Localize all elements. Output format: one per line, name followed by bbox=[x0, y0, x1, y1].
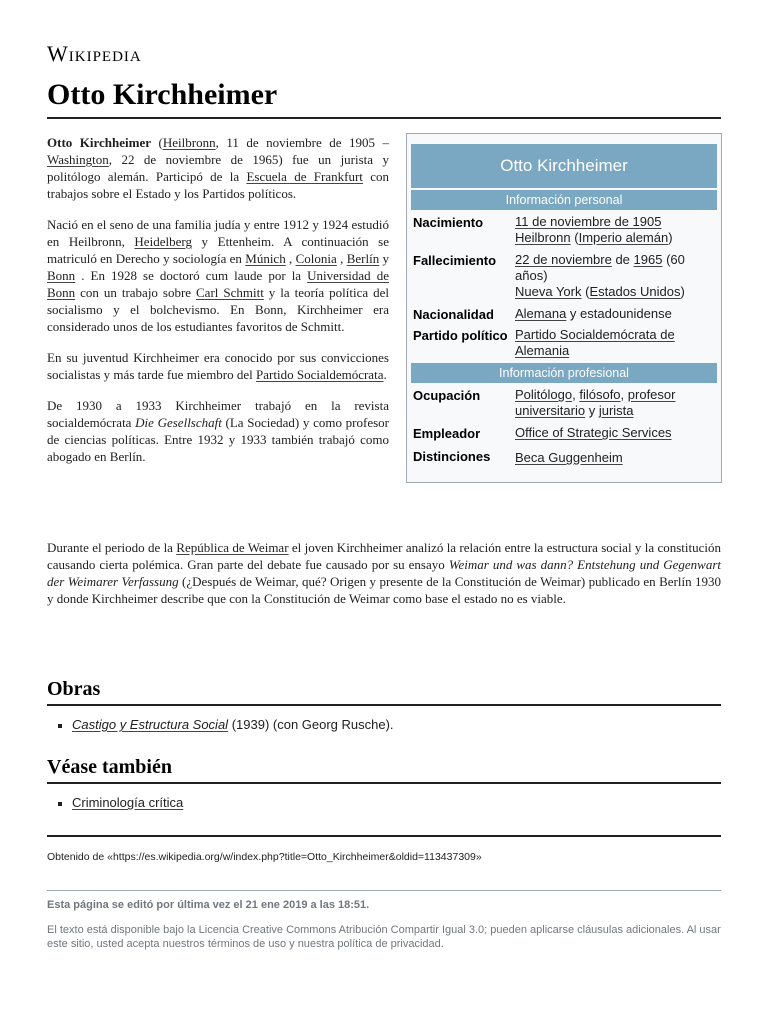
footer-divider bbox=[47, 890, 721, 891]
link-bonn[interactable]: Bonn bbox=[47, 268, 76, 283]
link-berlin[interactable]: Berlín bbox=[346, 251, 380, 266]
text: , 11 de noviembre de 1905 – bbox=[215, 135, 389, 150]
link-death-date[interactable]: 22 de noviembre bbox=[515, 252, 612, 267]
list-item bbox=[47, 795, 183, 810]
infobox-value bbox=[515, 214, 717, 246]
infobox-value bbox=[515, 425, 717, 442]
link-alemana[interactable]: Alemana bbox=[515, 306, 567, 321]
retrieved-from bbox=[47, 851, 482, 863]
link-criminologia-critica[interactable]: Criminología crítica bbox=[72, 795, 184, 810]
text: . En 1928 se doctoró cum laude por la bbox=[75, 268, 308, 283]
title-divider bbox=[47, 117, 721, 119]
infobox-row-partido bbox=[407, 327, 721, 359]
text: » bbox=[475, 851, 482, 863]
text: , bbox=[285, 251, 296, 266]
content-end-divider bbox=[47, 835, 721, 837]
infobox-label: Fallecimiento bbox=[413, 253, 497, 268]
link-washington[interactable]: Washington bbox=[47, 152, 109, 167]
text: y bbox=[379, 251, 390, 266]
vease-list bbox=[47, 795, 183, 810]
link-beca-guggenheim[interactable]: Beca Guggenheim bbox=[515, 450, 623, 465]
link-escuela-frankfurt[interactable]: Escuela de Frankfurt bbox=[246, 169, 363, 184]
infobox-value bbox=[515, 387, 717, 419]
text: Obtenido de « bbox=[47, 851, 113, 863]
link-munich[interactable]: Múnich bbox=[245, 251, 286, 266]
text: ( bbox=[151, 135, 163, 150]
text: y estadounidense bbox=[566, 306, 672, 321]
text: ) bbox=[668, 230, 673, 245]
text: (¿Después de Weimar, qué? Origen y presente de la Constitución de Weimar) publicado en Berlín 1930 y donde Kirchheimer describe que con la Constitución de Weimar como base el estado no es viable. bbox=[47, 574, 722, 606]
infobox-label: Empleador bbox=[413, 426, 481, 441]
infobox-section-personal: Información personal bbox=[411, 190, 717, 210]
text: , 22 de noviembre de 1965) fue un jurista y politólogo alemán. Participó de la bbox=[47, 152, 389, 184]
essay-title: Weimar und was dann? Entstehung und Gegenwart der Weimarer Verfassung bbox=[47, 557, 721, 589]
text: ( bbox=[581, 284, 590, 299]
text: De 1930 a 1933 Kirchheimer trabajó en la revista socialdemócrata bbox=[47, 398, 389, 430]
section-divider bbox=[47, 782, 721, 784]
infobox-value bbox=[515, 448, 717, 466]
infobox-row-ocupacion bbox=[407, 387, 721, 419]
last-edited: Esta página se editó por última vez el 21 ene 2019 a las 18:51. bbox=[47, 899, 370, 911]
link-oss[interactable]: Office of Strategic Services bbox=[515, 425, 672, 440]
text: con trabajos sobre el Estado y los Partidos políticos. bbox=[47, 169, 390, 201]
link-colonia[interactable]: Colonia bbox=[295, 251, 337, 266]
link-profesor-universitario[interactable]: profesor universitario bbox=[515, 387, 676, 418]
paragraph-3 bbox=[47, 349, 389, 383]
text: ) bbox=[680, 284, 685, 299]
text: de bbox=[611, 252, 634, 267]
wikipedia-wordmark[interactable]: Wikipedia bbox=[47, 41, 142, 66]
link-birth-place[interactable]: Heilbronn bbox=[515, 230, 571, 245]
text: , bbox=[336, 251, 347, 266]
link-universidad-bonn[interactable]: Universidad de Bonn bbox=[47, 268, 389, 300]
text: , bbox=[620, 387, 628, 402]
infobox-section-professional: Información profesional bbox=[411, 363, 717, 383]
text: con un trabajo sobre bbox=[75, 285, 197, 300]
list-item bbox=[47, 717, 394, 732]
infobox-row-distinciones bbox=[407, 448, 721, 466]
section-heading-vease: Véase también bbox=[47, 756, 172, 778]
text: Nació en el seno de una familia judía y entre 1912 y 1924 estudió en Heilbronn, bbox=[47, 217, 389, 249]
license-text: El texto está disponible bajo la Licencia Creative Commons Atribución Compartir Igual 3.0; pueden aplicarse cláusulas adicionales. Al usar este sitio, usted acepta nuestros términos de uso y nuestra política de privacidad. bbox=[47, 924, 721, 950]
infobox-row-nacimiento bbox=[407, 214, 721, 246]
infobox-label: Ocupación bbox=[413, 388, 481, 403]
paragraph-4 bbox=[47, 397, 389, 465]
page-title: Otto Kirchheimer bbox=[47, 78, 278, 111]
text: (La Sociedad) y como profesor de ciencias políticas. Entre 1932 y 1933 también trabajó como abogado en Berlín. bbox=[47, 415, 389, 464]
subject-name: Otto Kirchheimer bbox=[47, 135, 152, 150]
infobox-title: Otto Kirchheimer bbox=[411, 144, 717, 188]
link-heidelberg[interactable]: Heidelberg bbox=[134, 234, 192, 249]
infobox-label: Nacimiento bbox=[413, 215, 484, 230]
infobox-row-fallecimiento bbox=[407, 252, 721, 300]
link-carl-schmitt[interactable]: Carl Schmitt bbox=[196, 285, 264, 300]
infobox-label: Partido político bbox=[413, 328, 508, 343]
text: y Ettenheim. A continuación se matriculó en Derecho y sociología en bbox=[47, 234, 390, 266]
infobox-row-empleador bbox=[407, 425, 721, 442]
obras-list bbox=[47, 717, 394, 732]
infobox-value bbox=[515, 252, 717, 300]
infobox-label: Distinciones bbox=[413, 449, 491, 464]
paragraph-1 bbox=[47, 134, 389, 202]
text: ( bbox=[570, 230, 579, 245]
text: En su juventud Kirchheimer era conocido por sus convicciones socialistas y más tarde fue miembro del bbox=[47, 350, 389, 382]
text: , bbox=[572, 387, 580, 402]
article-intro bbox=[47, 134, 389, 479]
infobox-row-nacionalidad bbox=[407, 306, 721, 323]
section-divider bbox=[47, 704, 721, 706]
link-death-year[interactable]: 1965 bbox=[633, 252, 663, 267]
text: y la teoría política del socialismo y el bolchevismo. En Bonn, Kirchheimer era considerado unos de los estudiantes favoritos de Schmitt. bbox=[47, 285, 389, 334]
infobox-label: Nacionalidad bbox=[413, 307, 494, 322]
link-permanent-url[interactable]: https://es.wikipedia.org/w/index.php?title=Otto_Kirchheimer&oldid=113437309 bbox=[112, 851, 476, 863]
paragraph-5 bbox=[47, 539, 721, 607]
paragraph-2 bbox=[47, 216, 389, 335]
magazine-title: Die Gesellschaft bbox=[135, 415, 222, 430]
link-filosofo[interactable]: filósofo bbox=[579, 387, 621, 402]
text: (60 años) bbox=[515, 252, 685, 283]
link-jurista[interactable]: jurista bbox=[598, 403, 634, 418]
text: Durante el periodo de la bbox=[47, 540, 177, 555]
infobox bbox=[406, 133, 722, 483]
link-death-place[interactable]: Nueva York bbox=[515, 284, 582, 299]
link-birth-date[interactable]: 11 de noviembre de 1905 bbox=[515, 214, 662, 229]
infobox-value bbox=[515, 306, 717, 323]
link-estados-unidos[interactable]: Estados Unidos bbox=[589, 284, 681, 299]
link-heilbronn[interactable]: Heilbronn bbox=[162, 135, 216, 150]
text: el joven Kirchheimer analizó la relación entre la estructura social y la constitución causando cierta polémica. Gran parte del debate fue causado por su ensayo bbox=[47, 540, 721, 572]
link-republica-weimar[interactable]: República de Weimar bbox=[176, 540, 289, 555]
link-partido-spd[interactable]: Partido Socialdemócrata de Alemania bbox=[515, 327, 675, 358]
text: . bbox=[383, 367, 387, 382]
link-politologo[interactable]: Politólogo bbox=[515, 387, 573, 402]
link-castigo-estructura-social[interactable]: Castigo y Estructura Social bbox=[72, 717, 229, 732]
text: y bbox=[585, 403, 599, 418]
text: (1939) (con Georg Rusche). bbox=[228, 717, 394, 732]
section-heading-obras: Obras bbox=[47, 678, 101, 700]
link-imperio-aleman[interactable]: Imperio alemán bbox=[578, 230, 669, 245]
infobox-value bbox=[515, 327, 717, 359]
link-partido-socialdemocrata[interactable]: Partido Socialdemócrata bbox=[256, 367, 384, 382]
